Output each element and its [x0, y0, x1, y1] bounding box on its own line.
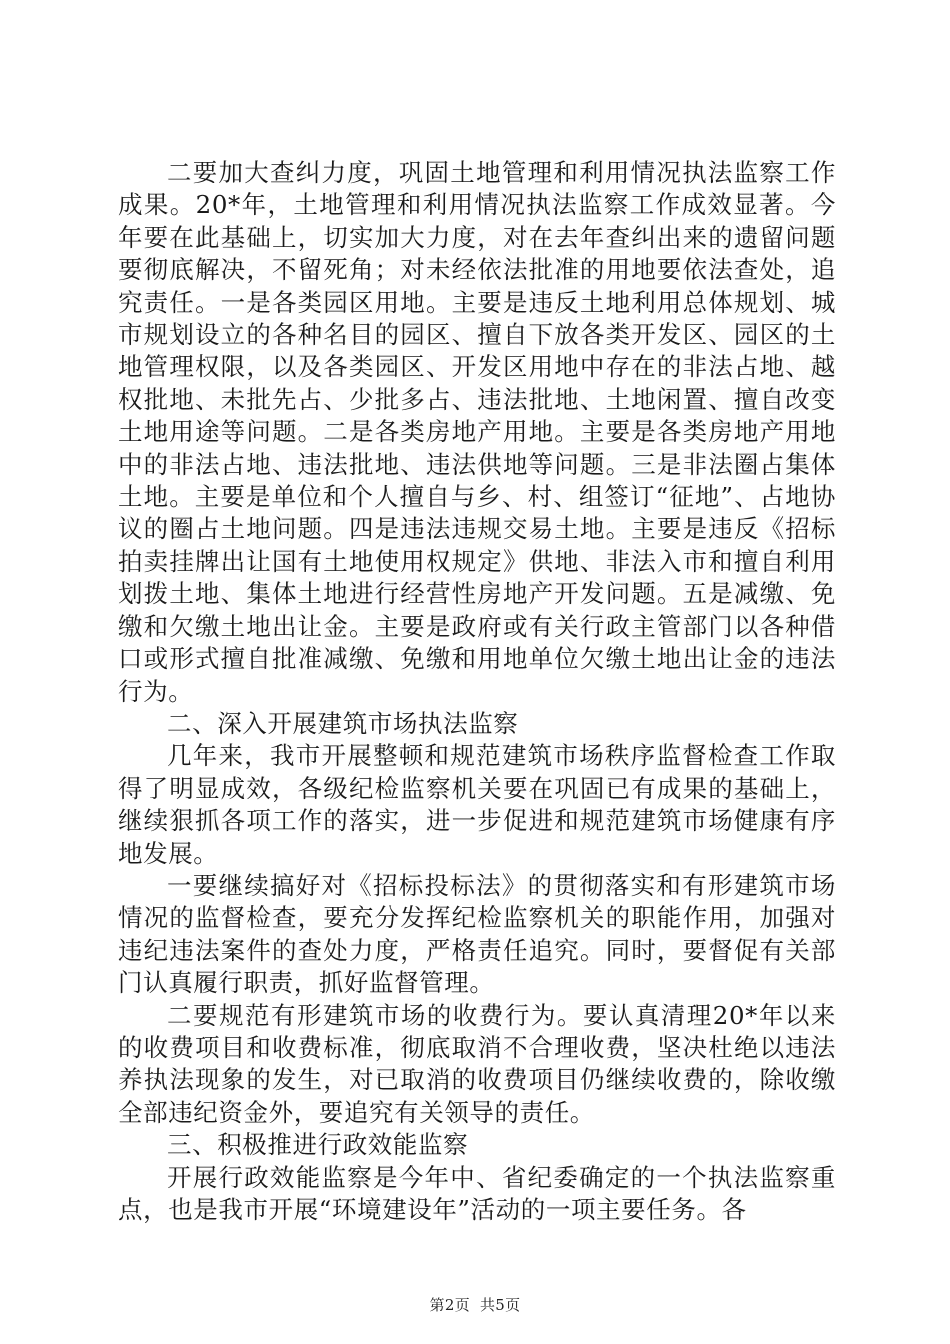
- total-pages: 共5页: [480, 1296, 521, 1314]
- paragraph-efficiency-supervision: 开展行政效能监察是今年中、省纪委确定的一个执法监察重点，也是我市开展“环境建设年”活动的一项主要任务。各: [118, 1162, 836, 1224]
- section-heading-construction-market: 二、深入开展建筑市场执法监察: [167, 708, 519, 738]
- paragraph-construction-overview: 几年来，我市开展整顿和规范建筑市场秩序监督检查工作取得了明显成效，各级纪检监察机关要在巩固已有成果的基础上，继续狠抓各项工作的落实，进一步促进和规范建筑市场健康有序地发展。: [118, 741, 836, 868]
- document-body: [118, 157, 836, 1226]
- page-footer: [0, 1295, 950, 1315]
- page-number: 第2页: [429, 1296, 470, 1314]
- paragraph-fee-regulation: 二要规范有形建筑市场的收费行为。要认真清理20*年以来的收费项目和收费标准，彻底取消不合理收费，坚决杜绝以违法养执法现象的发生，对已取消的收费项目仍继续收费的，除收缴全部违纪资金外，要追究有关领导的责任。: [118, 1000, 836, 1127]
- section-heading-administrative-efficiency: 三、积极推进行政效能监察: [167, 1130, 469, 1160]
- paragraph-bidding-law: 一要继续搞好对《招标投标法》的贯彻落实和有形建筑市场情况的监督检查，要充分发挥纪检监察机关的职能作用，加强对违纪违法案件的查处力度，严格责任追究。同时，要督促有关部门认真履行职责，抓好监督管理。: [118, 870, 836, 998]
- paragraph-land-supervision: 二要加大查纠力度，巩固土地管理和利用情况执法监察工作成果。20*年，土地管理和利用情况执法监察工作成效显著。今年要在此基础上，切实加大力度，对在去年查纠出来的遗留问题要彻底解决，不留死角；对未经依法批准的用地要依法查处，追究责任。一是各类园区用地。主要是违反土地利用总体规划、城市规划设立的各种名目的园区、擅自下放各类开发区、园区的土地管理权限，以及各类园区、开发区用地中存在的非法占地、越权批地、未批先占、少批多占、违法批地、土地闲置、擅自改变土地用途等问题。二是各类房地产用地。主要是各类房地产用地中的非法占地、违法批地、违法供地等问题。三是非法圈占集体土地。主要是单位和个人擅自与乡、村、组签订“征地”、占地协议的圈占土地问题。四是违法违规交易土地。主要是违反《招标拍卖挂牌出让国有土地使用权规定》供地、非法入市和擅自利用划拨土地、集体土地进行经营性房地产开发问题。五是减缴、免缴和欠缴土地出让金。主要是政府或有关行政主管部门以各种借口或形式擅自批准减缴、免缴和用地单位欠缴土地出让金的违法行为。: [118, 158, 836, 706]
